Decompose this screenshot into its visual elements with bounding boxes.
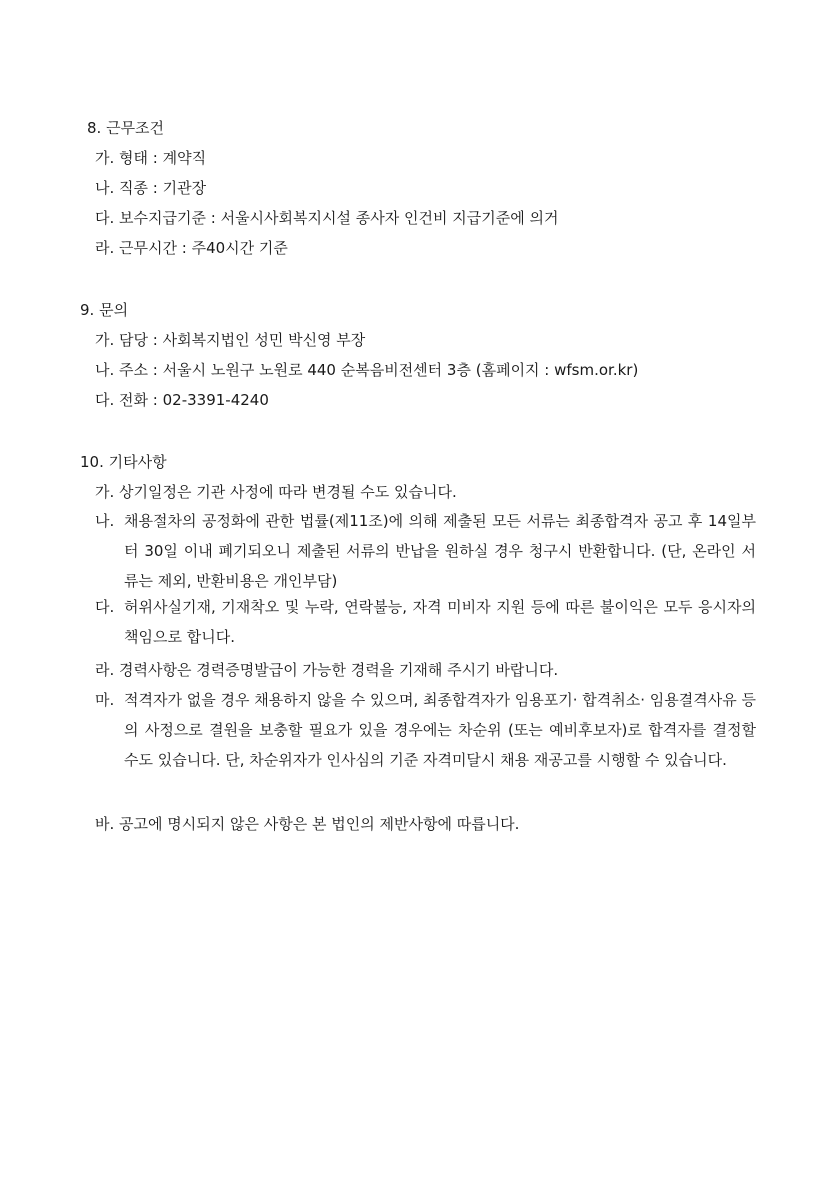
list-item: [95, 238, 288, 258]
list-item: [95, 330, 365, 350]
item-marker: 마.: [95, 691, 115, 709]
list-item: [95, 660, 558, 680]
list-item: [95, 592, 756, 652]
list-item: [95, 814, 519, 834]
list-item: [95, 148, 206, 168]
item-text: 공고에 명시되지 않은 사항은 본 법인의 제반사항에 따릅니다.: [119, 815, 520, 833]
item-marker: 라.: [95, 239, 115, 257]
item-marker: 가.: [95, 483, 115, 501]
item-marker: 나.: [95, 512, 115, 530]
item-marker: 나.: [95, 361, 115, 379]
section-title-inquiry: 9. 문의: [80, 301, 129, 319]
item-text: 직종 : 기관장: [119, 179, 207, 197]
item-marker: 바.: [95, 815, 115, 833]
item-text: 채용절차의 공정화에 관한 법률(제11조)에 의해 제출된 모든 서류는 최종합격자 공고 후 14일부터 30일 이내 폐기되오니 제출된 서류의 반납을 원하실 경우 청구시 반환합니다. (단, 온라인 서류는 제외, 반환비용은 개인부담): [124, 512, 756, 590]
item-text: 적격자가 없을 경우 채용하지 않을 수 있으며, 최종합격자가 임용포기· 합격취소· 임용결격사유 등의 사정으로 결원을 보충할 필요가 있을 경우에는 차순위 (또는 예비후보자)로 합격자를 결정할 수도 있습니다. 단, 차순위자가 인사심의 기준 자격미달시 채용 재공고를 시행할 수 있습니다.: [124, 691, 756, 769]
list-item: [95, 685, 756, 775]
item-marker: 라.: [95, 661, 115, 679]
list-item: [95, 390, 269, 410]
item-marker: 다.: [95, 598, 115, 616]
list-item: [95, 482, 457, 502]
item-text: 상기일정은 기관 사정에 따라 변경될 수도 있습니다.: [119, 483, 457, 501]
item-marker: 나.: [95, 179, 115, 197]
section-title-other-matters: 10. 기타사항: [80, 453, 167, 471]
item-text: 근무시간 : 주40시간 기준: [119, 239, 288, 257]
item-text: 주소 : 서울시 노원구 노원로 440 순복음비전센터 3층 (홈페이지 : wfsm.or.kr): [119, 361, 639, 379]
item-text: 보수지급기준 : 서울시사회복지시설 종사자 인건비 지급기준에 의거: [119, 209, 559, 227]
item-marker: 다.: [95, 391, 115, 409]
item-marker: 가.: [95, 149, 115, 167]
item-text: 담당 : 사회복지법인 성민 박신영 부장: [119, 331, 366, 349]
list-item: [95, 506, 756, 596]
item-text: 경력사항은 경력증명발급이 가능한 경력을 기재해 주시기 바랍니다.: [119, 661, 559, 679]
list-item: [95, 208, 558, 228]
item-marker: 가.: [95, 331, 115, 349]
list-item: [95, 178, 206, 198]
item-text: 전화 : 02-3391-4240: [119, 391, 269, 409]
section-title-work-conditions: 8. 근무조건: [87, 119, 165, 137]
item-text: 형태 : 계약직: [119, 149, 207, 167]
list-item: [95, 360, 638, 380]
item-text: 허위사실기재, 기재착오 및 누락, 연락불능, 자격 미비자 지원 등에 따른 불이익은 모두 응시자의 책임으로 합니다.: [124, 598, 756, 646]
item-marker: 다.: [95, 209, 115, 227]
